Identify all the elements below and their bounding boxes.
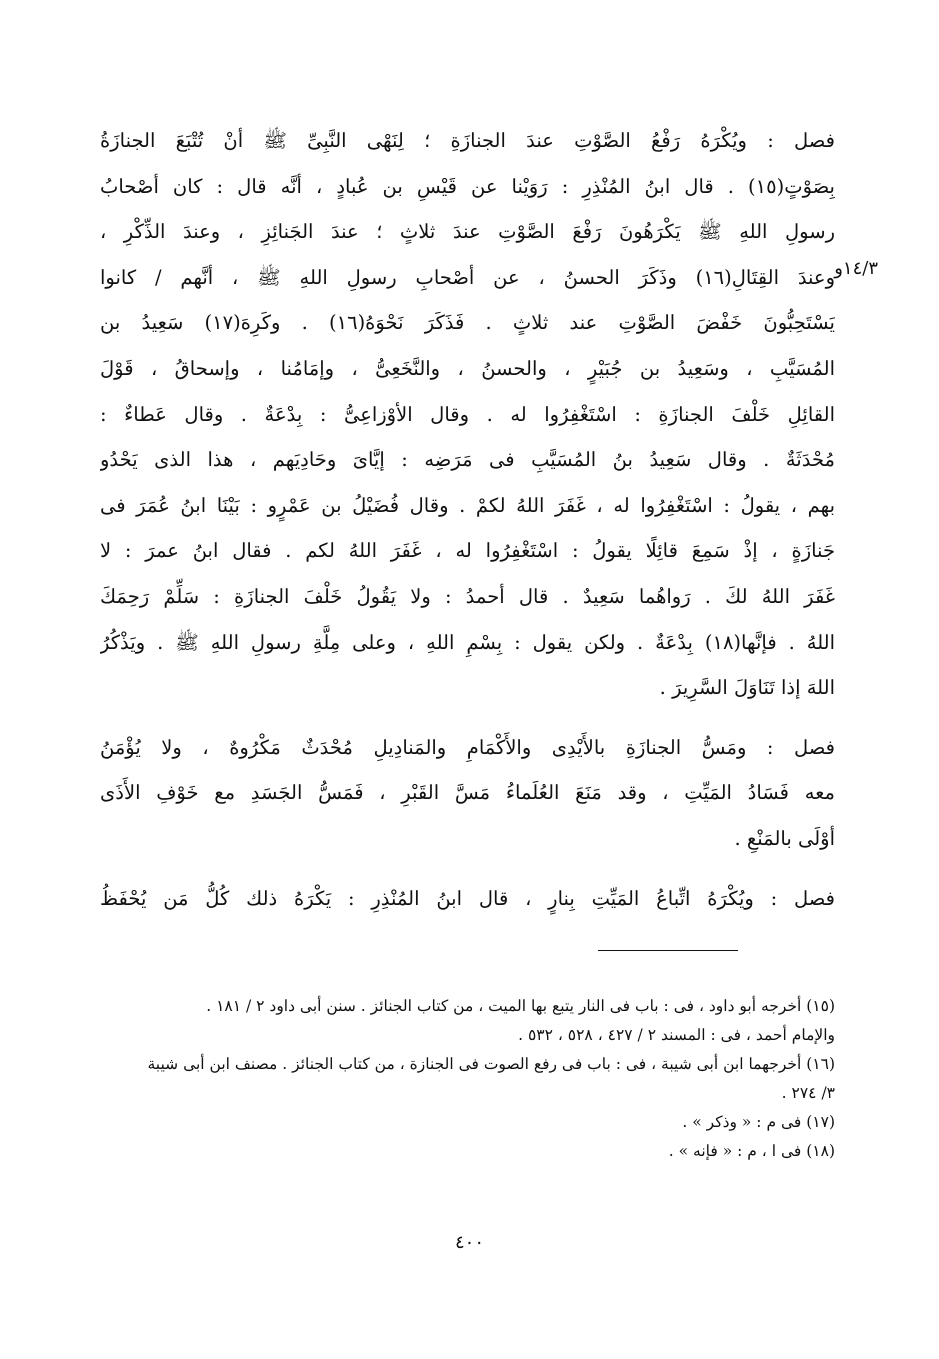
text-line: معه فَسَادُ المَيِّتِ ، وقد مَنَعَ العُلَماءُ مَسَّ القَبْرِ ، فَمَسُّ الجَسَدِ مع خَوْفِ الأَذَى — [100, 781, 835, 805]
text-line: جَنازَةٍ ، إذْ سَمِعَ قائِلًا يقولُ : اسْتَغْفِرُوا له ، غَفَرَ اللهُ لكم . فقال ابنُ عمرَ : لا — [100, 539, 835, 563]
footnote-line: (١٦) أخرجهما ابن أبى شيبة ، فى : باب فى رفع الصوت فى الجنازة ، من كتاب الجنائز . مصنف ابن أبى شيبة — [147, 1055, 835, 1073]
text-line: أوْلَى بالمَنْعِ . — [734, 826, 835, 850]
manuscript-folio-marker: ١٤/٣و — [834, 258, 878, 279]
paragraph-3 — [100, 876, 835, 922]
text-line: مُحْدَثَةٌ . وقال سَعِيدُ بنُ المُسَيَّبِ فى مَرَضِه : إيَّاىَ وحَادِيَهم ، هذا الذى يَحْدُو — [100, 448, 835, 472]
footnote-line: ٣/ ٢٧٤ . — [781, 1084, 835, 1102]
paragraph-2 — [100, 725, 835, 862]
text-line: القائِلِ خَلْفَ الجنازَةِ : اسْتَغْفِرُوا له . وقال الأوْزاعِىُّ : بِدْعَةٌ . وقال عَطاءٌ : — [100, 402, 835, 426]
page-number: ٤٠٠ — [454, 1232, 484, 1253]
footnote-divider — [598, 950, 738, 951]
text-line: فصل : ويُكْرَهُ اتِّباعُ المَيِّتِ بِنارٍ ، قال ابنُ المُنْذِرِ : يَكْرَهُ ذلك كُلُّ مَن يُحْفَظُ — [100, 886, 835, 910]
footnote-line: والإمام أحمد ، فى : المسند ٢ / ٤٢٧ ، ٥٢٨ ، ٥٣٢ . — [518, 1026, 835, 1044]
footnotes — [100, 992, 835, 1166]
text-line: المُسَيَّبِ ، وسَعِيدُ بن جُبَيْرٍ ، والحسنُ ، والنَّخَعِىُّ ، وإمَامُنا ، وإسحاقُ ، قَوْلَ — [100, 356, 835, 380]
text-line: رسولِ اللهِ ﷺ يَكْرَهُونَ رَفْعَ الصَّوْتِ عندَ ثلاثٍ ؛ عندَ الجَنائِزِ ، وعندَ الذِّكْرِ ، — [100, 220, 835, 244]
text-line: بِصَوْتٍ(١٥) . قال ابنُ المُنْذِرِ : رَوَيْنا عن قَيْسِ بن عُبادٍ ، أنَّه قال : كان أصْحابُ — [100, 174, 835, 198]
footnote-line: (١٥) أخرجه أبو داود ، فى : باب فى النار يتبع بها الميت ، من كتاب الجنائز . سنن أبى داود ٢ / ١٨١ . — [206, 997, 835, 1015]
text-line: وعندَ القِتَالِ(١٦) وذَكَرَ الحسنُ ، عن أصْحابِ رسولِ اللهِ ﷺ ، أنَّهم / كانوا — [100, 265, 835, 289]
text-line: اللهَ إذا تَنَاوَلَ السَّرِيرَ . — [659, 676, 835, 700]
text-line: فصل : ومَسُّ الجنازَةِ بالأَيْدِى والأَكْمَامِ والمَنادِيلِ مُحْدَثٌ مَكْرُوهٌ ، ولا يُؤْمَنُ — [100, 735, 835, 759]
footnote-line: (١٧) فى م : « وذكر » . — [682, 1113, 835, 1131]
text-line: اللهُ . فإنَّها(١٨) بِدْعَةٌ . ولكن يقول : بِسْمِ اللهِ ، وعلى مِلَّةِ رسولِ اللهِ ﷺ . ويَذْكُرُ — [100, 630, 835, 654]
text-line: غَفَرَ اللهُ لكَ . رَواهُما سَعِيدٌ . قال أحمدُ : ولا يَقُولُ خَلْفَ الجنازَةِ : سَلِّمْ رَحِمَكَ — [100, 584, 835, 608]
text-line: فصل : ويُكْرَهُ رَفْعُ الصَّوْتِ عندَ الجنازَةِ ؛ لِنَهْى النَّبِىِّ ﷺ أنْ تُتْبَعَ الجنازَةُ — [100, 129, 835, 152]
text-line: بهم ، يقولُ : اسْتَغْفِرُوا له ، غَفَرَ اللهُ لكمْ . وقال فُضَيْلُ بن عَمْرٍو : بَيْنَا ابنُ عُمَرَ فى — [100, 493, 835, 517]
footnote-line: (١٨) فى ا ، م : « فإنه » . — [668, 1142, 835, 1160]
text-line: يَسْتَحِبُّونَ خَفْضَ الصَّوْتِ عند ثلاثٍ . فَذَكَرَ نَحْوَهُ(١٦) . وكَرِهَ(١٧) سَعِيدُ بن — [100, 311, 835, 335]
main-text — [100, 118, 835, 935]
paragraph-1 — [100, 118, 835, 711]
